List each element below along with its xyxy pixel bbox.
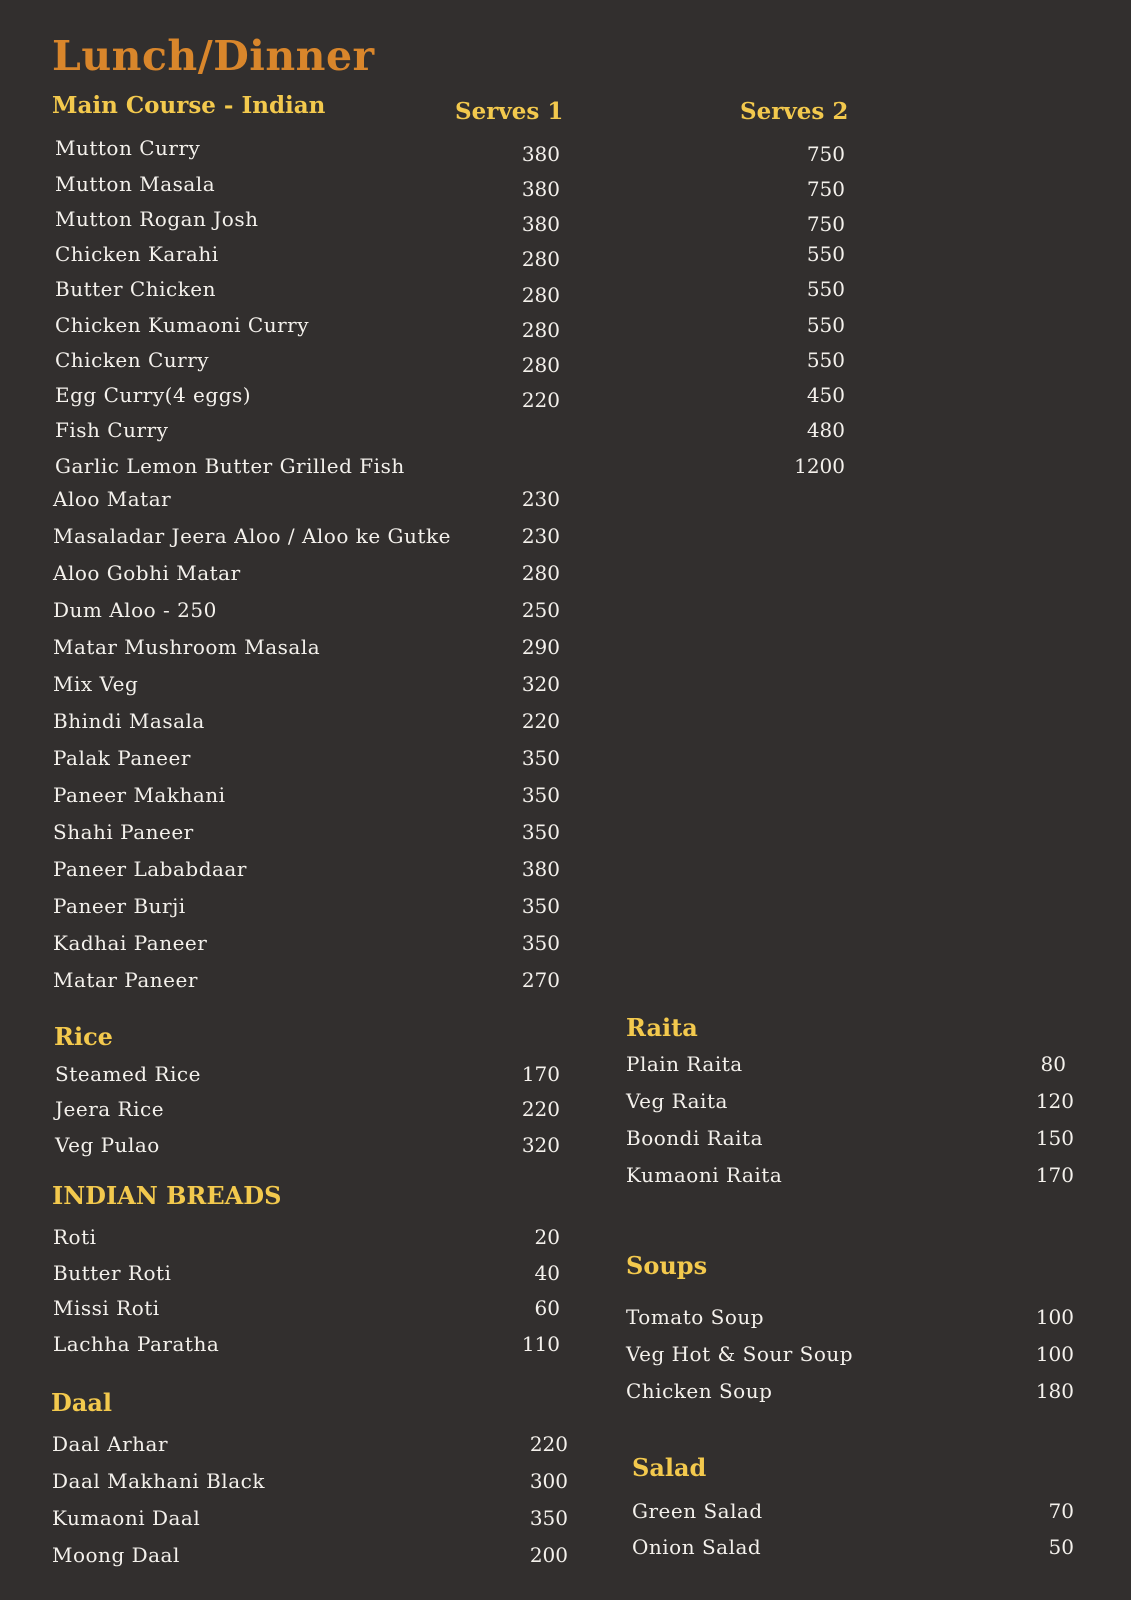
menu-item-price: 320 — [521, 1133, 560, 1157]
menu-item-name: Mutton Curry — [55, 136, 201, 160]
menu-item-price: 350 — [521, 894, 560, 918]
menu-item-price: 150 — [1035, 1126, 1074, 1150]
menu-item-price-serves1: 280 — [521, 318, 560, 342]
menu-item-price-serves2: 550 — [806, 313, 845, 337]
menu-item-price: 100 — [1035, 1305, 1074, 1329]
main-course-heading: Main Course - Indian — [52, 92, 326, 119]
menu-item-price: 350 — [521, 783, 560, 807]
menu-item-price: 350 — [521, 931, 560, 955]
menu-item-price: 80 — [1040, 1052, 1066, 1076]
salad-heading: Salad — [632, 1453, 707, 1482]
menu-item-price: 350 — [529, 1506, 568, 1530]
menu-item-name: Egg Curry(4 eggs) — [55, 383, 252, 407]
menu-item-name: Veg Hot & Sour Soup — [626, 1342, 854, 1366]
menu-item-name: Aloo Gobhi Matar — [53, 561, 241, 585]
menu-item-name: Missi Roti — [53, 1296, 160, 1320]
menu-item-price: 170 — [1035, 1163, 1074, 1187]
menu-item-price: 220 — [529, 1432, 568, 1456]
menu-item-price-serves1: 280 — [521, 247, 560, 271]
menu-item-price-serves2: 750 — [806, 142, 845, 166]
raita-heading: Raita — [626, 1013, 698, 1042]
menu-item-name: Kadhai Paneer — [53, 931, 208, 955]
menu-item-price: 200 — [529, 1543, 568, 1567]
menu-item-name: Matar Paneer — [53, 968, 198, 992]
menu-item-price: 270 — [521, 968, 560, 992]
menu-item-price: 230 — [521, 524, 560, 548]
menu-item-price: 250 — [521, 598, 560, 622]
daal-heading: Daal — [51, 1388, 113, 1417]
menu-item-price: 100 — [1035, 1342, 1074, 1366]
menu-item-price: 110 — [521, 1332, 560, 1356]
menu-item-name: Fish Curry — [55, 418, 169, 442]
menu-item-name: Butter Chicken — [55, 277, 217, 301]
rice-heading: Rice — [54, 1022, 113, 1051]
serves1-label: Serves 1 — [455, 98, 564, 125]
breads-heading: INDIAN BREADS — [52, 1181, 282, 1210]
menu-item-name: Green Salad — [632, 1499, 763, 1523]
menu-item-price-serves2: 550 — [806, 242, 845, 266]
menu-item-name: Chicken Soup — [626, 1379, 773, 1403]
menu-item-name: Shahi Paneer — [53, 820, 194, 844]
menu-item-price-serves2: 750 — [806, 177, 845, 201]
menu-item-price: 50 — [1048, 1535, 1074, 1559]
menu-item-price: 290 — [521, 635, 560, 659]
menu-item-name: Onion Salad — [632, 1535, 762, 1559]
menu-item-name: Daal Makhani Black — [52, 1469, 265, 1493]
menu-item-name: Mutton Masala — [55, 172, 216, 196]
menu-item-name: Kumaoni Raita — [626, 1163, 783, 1187]
menu-item-name: Paneer Makhani — [53, 783, 226, 807]
menu-item-price-serves1: 380 — [521, 142, 560, 166]
menu-item-name: Jeera Rice — [55, 1097, 165, 1121]
menu-item-price-serves1: 280 — [521, 283, 560, 307]
menu-item-price: 300 — [529, 1469, 568, 1493]
menu-item-name: Mutton Rogan Josh — [55, 207, 259, 231]
menu-item-name: Palak Paneer — [53, 746, 191, 770]
menu-item-price-serves2: 1200 — [794, 454, 845, 478]
menu-item-price: 40 — [534, 1261, 560, 1285]
menu-item-name: Veg Pulao — [55, 1133, 160, 1157]
menu-item-name: Moong Daal — [52, 1543, 180, 1567]
page-title: Lunch/Dinner — [52, 32, 375, 80]
menu-item-name: Daal Arhar — [52, 1432, 169, 1456]
menu-item-price-serves2: 550 — [806, 348, 845, 372]
menu-item-price: 350 — [521, 746, 560, 770]
menu-item-name: Chicken Karahi — [55, 242, 219, 266]
menu-item-name: Masaladar Jeera Aloo / Aloo ke Gutke — [53, 524, 451, 548]
menu-item-price: 350 — [521, 820, 560, 844]
menu-item-price-serves1: 280 — [521, 353, 560, 377]
menu-item-name: Boondi Raita — [626, 1126, 764, 1150]
menu-item-price: 20 — [534, 1225, 560, 1249]
menu-item-price-serves1: 220 — [521, 388, 560, 412]
menu-item-price: 230 — [521, 487, 560, 511]
menu-item-price-serves1: 380 — [521, 212, 560, 236]
menu-item-name: Bhindi Masala — [53, 709, 205, 733]
menu-item-price: 320 — [521, 672, 560, 696]
menu-item-name: Veg Raita — [626, 1089, 728, 1113]
menu-item-price: 220 — [521, 1097, 560, 1121]
menu-item-name: Dum Aloo - 250 — [53, 598, 217, 622]
menu-item-name: Aloo Matar — [53, 487, 172, 511]
menu-item-name: Paneer Burji — [53, 894, 186, 918]
menu-item-price: 170 — [521, 1062, 560, 1086]
menu-item-price: 380 — [521, 857, 560, 881]
menu-item-name: Garlic Lemon Butter Grilled Fish — [55, 454, 405, 478]
menu-item-name: Lachha Paratha — [53, 1332, 220, 1356]
serves2-label: Serves 2 — [740, 98, 849, 125]
menu-item-name: Matar Mushroom Masala — [53, 635, 321, 659]
menu-item-price: 70 — [1048, 1499, 1074, 1523]
menu-item-name: Kumaoni Daal — [52, 1506, 201, 1530]
menu-item-price-serves1: 380 — [521, 177, 560, 201]
menu-item-price-serves2: 550 — [806, 277, 845, 301]
menu-item-price: 60 — [534, 1296, 560, 1320]
menu-item-price: 180 — [1035, 1379, 1074, 1403]
menu-item-name: Steamed Rice — [55, 1062, 201, 1086]
menu-item-name: Chicken Kumaoni Curry — [55, 313, 310, 337]
menu-item-name: Mix Veg — [53, 672, 139, 696]
menu-item-name: Tomato Soup — [626, 1305, 765, 1329]
menu-item-name: Paneer Lababdaar — [53, 857, 247, 881]
menu-item-price: 220 — [521, 709, 560, 733]
menu-item-name: Butter Roti — [53, 1261, 172, 1285]
menu-item-price: 280 — [521, 561, 560, 585]
menu-item-price: 120 — [1035, 1089, 1074, 1113]
soups-heading: Soups — [626, 1251, 708, 1280]
menu-item-price-serves2: 480 — [806, 418, 845, 442]
menu-item-price-serves2: 750 — [806, 212, 845, 236]
menu-item-name: Plain Raita — [626, 1052, 743, 1076]
menu-item-price-serves2: 450 — [806, 383, 845, 407]
menu-item-name: Chicken Curry — [55, 348, 210, 372]
menu-item-name: Roti — [53, 1225, 97, 1249]
